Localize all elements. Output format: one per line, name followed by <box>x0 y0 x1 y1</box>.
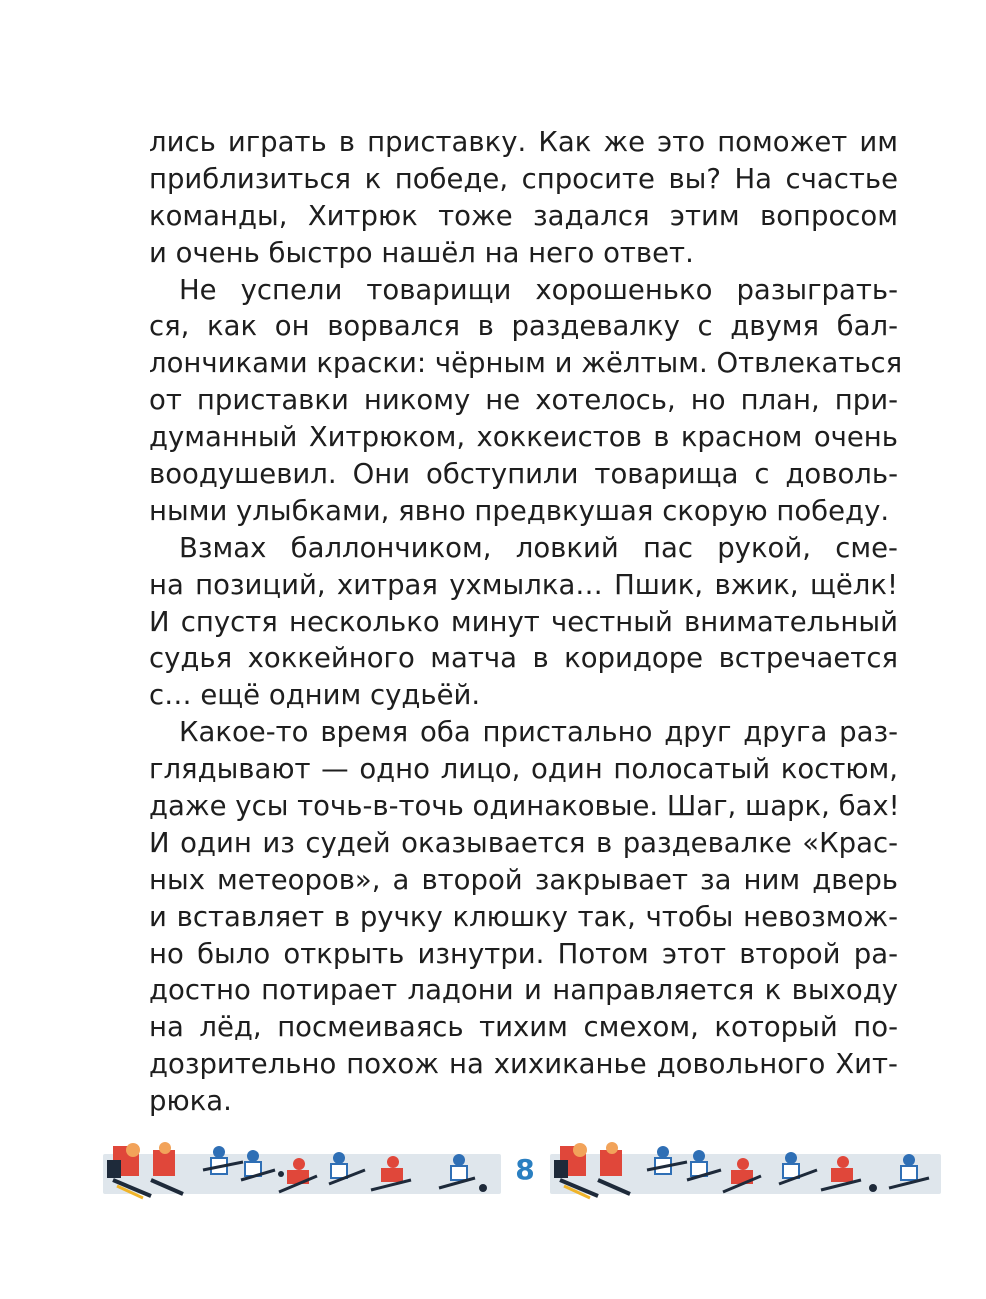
body-text <box>149 124 903 1120</box>
red-player-icon <box>598 1142 630 1194</box>
page-footer <box>103 1140 941 1200</box>
text-line: Какое-то время оба пристально друг друга раз- <box>179 716 898 749</box>
red-player-icon <box>821 1156 877 1192</box>
text-line: и вставляет в ручку клюшку так, чтобы невозмож- <box>149 900 898 933</box>
text-line: ных метеоров», а второй закрывает за ним дверь <box>149 863 898 896</box>
text-line: ся, как он ворвался в раздевалку с двумя бал- <box>149 310 898 343</box>
text-line: думанный Хитрюком, хоккеистов в красном очень <box>149 421 898 454</box>
red-player-icon <box>723 1158 761 1192</box>
blue-player-icon <box>647 1146 687 1174</box>
text-line: команды, Хитрюк тоже задался этим вопросом <box>149 199 898 232</box>
text-line: рюка. <box>149 1085 232 1118</box>
blue-player-icon <box>889 1154 929 1188</box>
text-line: приблизиться к победе, спросите вы? На счастье <box>149 162 898 195</box>
text-line: на лёд, посмеиваясь тихим смехом, который по- <box>149 1011 898 1044</box>
text-line: от приставки никому не хотелось, но план, при- <box>149 384 898 417</box>
red-player-icon <box>278 1158 317 1192</box>
text-line: но было открыть изнутри. Потом этот второй ра- <box>149 937 898 970</box>
text-line: И один из судей оказывается в раздевалке «Крас- <box>149 826 898 859</box>
text-line: воодушевил. Они обступили товарища с доволь- <box>149 458 898 491</box>
blue-player-icon <box>241 1150 275 1180</box>
text-line: лончиками краски: чёрным и жёлтым. Отвлекаться <box>149 347 903 380</box>
red-player-icon <box>554 1143 598 1198</box>
paragraph-1 <box>149 124 898 272</box>
text-line: на позиций, хитрая ухмылка… Пшик, вжик, щёлк! <box>149 568 898 601</box>
paragraph-3 <box>149 530 898 714</box>
text-line: Взмах баллончиком, ловкий пас рукой, сме- <box>179 531 898 564</box>
text-line: лись играть в приставку. Как же это поможет им <box>149 126 898 158</box>
text-line: глядывают — одно лицо, один полосатый костюм, <box>149 753 898 786</box>
paragraph-2 <box>149 272 903 530</box>
text-line: дозрительно похож на хихиканье довольного Хит- <box>149 1048 898 1081</box>
red-player-icon <box>151 1142 183 1194</box>
text-line: и очень быстро нашёл на него ответ. <box>149 236 694 269</box>
text-line: ными улыбками, явно предвкушая скорую победу. <box>149 494 890 527</box>
page-number: 8 <box>515 1153 535 1186</box>
blue-player-icon <box>439 1154 487 1192</box>
text-line: с… ещё одним судьёй. <box>149 679 481 712</box>
text-line: судья хоккейного матча в коридоре встречается <box>149 642 898 675</box>
text-line: даже усы точь-в-точь одинаковые. Шаг, шарк, бах! <box>149 790 900 823</box>
text-line: Не успели товарищи хорошенько разыграть- <box>179 273 898 306</box>
blue-player-icon <box>329 1152 365 1184</box>
blue-player-icon <box>687 1150 721 1180</box>
blue-player-icon <box>203 1146 243 1174</box>
paragraph-4 <box>149 714 898 1120</box>
text-line: И спустя несколько минут честный внимательный <box>149 605 898 638</box>
blue-player-icon <box>779 1152 817 1184</box>
red-player-icon <box>107 1143 151 1198</box>
text-line: достно потирает ладони и направляется к выходу <box>149 974 898 1007</box>
red-player-icon <box>371 1156 411 1190</box>
